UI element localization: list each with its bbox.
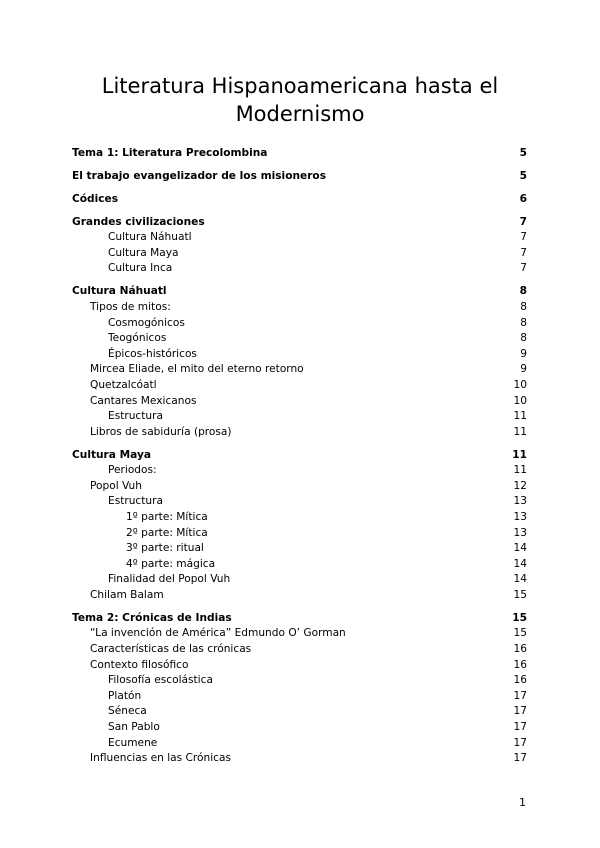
toc-entry-label: Cultura Maya — [72, 448, 152, 461]
toc-entry-page: 5 — [519, 147, 527, 159]
toc-entry-label: 1º parte: Mítica — [126, 510, 208, 523]
toc-section-entry[interactable] — [72, 169, 527, 185]
toc-entry[interactable] — [72, 751, 527, 767]
toc-entry-page: 8 — [520, 300, 527, 313]
toc-entry-label: Tipos de mitos: — [90, 300, 171, 313]
toc-entry[interactable] — [72, 347, 527, 363]
toc-entry-label: Tema 1: Literatura Precolombina — [72, 147, 268, 159]
toc-entry[interactable] — [72, 362, 527, 378]
toc-entry-label: Estructura — [108, 495, 163, 508]
toc-entry-label: 4º parte: mágica — [126, 557, 216, 570]
toc-section-entry[interactable] — [72, 448, 527, 464]
toc-entry[interactable] — [72, 572, 527, 588]
toc-entry-page: 7 — [520, 246, 527, 259]
toc-entry-page: 10 — [513, 394, 527, 407]
toc-entry-page: 7 — [520, 231, 527, 244]
toc-entry-page: 16 — [513, 658, 527, 671]
table-of-contents — [72, 146, 527, 767]
toc-section-entry[interactable] — [72, 284, 527, 300]
toc-entry[interactable] — [72, 720, 527, 736]
toc-entry-page: 11 — [513, 410, 527, 423]
toc-entry-label: Códices — [72, 192, 119, 205]
toc-entry-page: 17 — [513, 720, 527, 733]
toc-entry-page: 15 — [513, 627, 527, 640]
toc-entry-label: “La invención de América” Edmundo O’ Gorman — [90, 627, 346, 640]
toc-entry-label: Cantares Mexicanos — [90, 394, 197, 407]
toc-entry-label: Ecumene — [108, 736, 158, 749]
toc-entry-page: 15 — [512, 611, 527, 624]
toc-entry[interactable] — [72, 394, 527, 410]
toc-entry[interactable] — [72, 331, 527, 347]
toc-entry-page: 7 — [520, 262, 527, 275]
toc-entry-label: Cultura Maya — [108, 246, 179, 259]
toc-entry-page: 9 — [520, 363, 527, 376]
toc-entry-page: 16 — [513, 643, 527, 655]
toc-entry-page: 8 — [519, 285, 527, 298]
toc-entry-page: 11 — [513, 464, 527, 477]
toc-entry[interactable] — [72, 378, 527, 394]
toc-entry-label: Influencias en las Crónicas — [90, 752, 232, 765]
toc-entry[interactable] — [72, 510, 527, 526]
toc-entry-page: 12 — [513, 479, 527, 492]
toc-entry-page: 9 — [520, 347, 527, 360]
page-number: 1 — [519, 796, 526, 809]
toc-entry-label: Quetzalcóatl — [90, 378, 157, 391]
toc-entry-label: Periodos: — [108, 464, 157, 477]
toc-entry-label: Características de las crónicas — [90, 643, 252, 655]
toc-section-entry[interactable] — [72, 215, 527, 231]
toc-entry[interactable] — [72, 526, 527, 542]
toc-entry-page: 13 — [513, 526, 527, 539]
toc-entry-label: Grandes civilizaciones — [72, 215, 205, 228]
toc-entry[interactable] — [72, 704, 527, 720]
toc-entry-label: Libros de sabiduría (prosa) — [90, 425, 232, 438]
toc-entry-page: 17 — [513, 736, 527, 749]
toc-entry-label: 2º parte: Mítica — [126, 526, 208, 539]
toc-entry-page: 14 — [513, 557, 527, 570]
document-title — [0, 72, 600, 128]
toc-entry-label: Estructura — [108, 410, 163, 423]
toc-entry-label: Épicos-históricos — [108, 347, 197, 360]
toc-entry-page: 8 — [520, 332, 527, 345]
toc-entry-page: 16 — [513, 674, 527, 687]
toc-entry[interactable] — [72, 642, 527, 658]
toc-entry[interactable] — [72, 494, 527, 510]
toc-entry[interactable] — [72, 261, 527, 277]
toc-entry[interactable] — [72, 246, 527, 262]
toc-entry-page: 17 — [513, 705, 527, 718]
toc-entry[interactable] — [72, 316, 527, 332]
toc-entry-label: Cultura Náhuatl — [108, 231, 192, 244]
toc-entry[interactable] — [72, 463, 527, 479]
toc-entry-label: Teogónicos — [108, 332, 167, 345]
toc-entry-page: 11 — [512, 448, 527, 461]
toc-entry-page: 14 — [513, 573, 527, 586]
toc-entry[interactable] — [72, 736, 527, 752]
toc-entry-label: El trabajo evangelizador de los misioneros — [72, 169, 327, 182]
toc-entry-label: Platón — [108, 689, 142, 702]
toc-entry[interactable] — [72, 658, 527, 674]
title-line-1: Literatura Hispanoamericana hasta el — [101, 74, 499, 98]
toc-entry-label: Cultura Náhuatl — [72, 285, 167, 298]
toc-entry-label: 3º parte: ritual — [126, 542, 204, 555]
toc-entry[interactable] — [72, 409, 527, 425]
toc-entry-label: Filosofía escolástica — [108, 674, 213, 687]
toc-entry-page: 13 — [513, 495, 527, 508]
toc-entry-page: 6 — [519, 192, 527, 205]
toc-entry-page: 8 — [520, 316, 527, 329]
toc-entry-label: Popol Vuh — [90, 479, 142, 492]
toc-entry-page: 15 — [513, 588, 527, 601]
toc-entry-page: 13 — [513, 510, 527, 523]
toc-entry-label: Mircea Eliade, el mito del eterno retorno — [90, 363, 304, 376]
toc-entry-page: 10 — [513, 378, 527, 391]
title-line-2: Modernismo — [235, 102, 365, 126]
toc-entry-page: 7 — [519, 215, 527, 228]
toc-entry-page: 11 — [513, 425, 527, 438]
toc-entry[interactable] — [72, 626, 527, 642]
toc-entry[interactable] — [72, 557, 527, 573]
toc-entry-page: 17 — [513, 752, 527, 765]
toc-entry-label: Chilam Balam — [90, 588, 164, 601]
toc-entry-label: Finalidad del Popol Vuh — [108, 573, 231, 586]
toc-entry[interactable] — [72, 689, 527, 705]
toc-entry[interactable] — [72, 300, 527, 316]
toc-entry[interactable] — [72, 479, 527, 495]
toc-entry-label: Tema 2: Crónicas de Indias — [72, 611, 232, 624]
toc-section-entry[interactable] — [72, 611, 527, 627]
toc-entry-label: San Pablo — [108, 720, 160, 733]
toc-entry[interactable] — [72, 588, 527, 604]
toc-entry[interactable] — [72, 541, 527, 557]
toc-entry-page: 5 — [519, 169, 527, 182]
toc-section-entry[interactable] — [72, 146, 527, 162]
toc-entry-label: Séneca — [108, 705, 147, 718]
toc-entry-page: 14 — [513, 542, 527, 555]
toc-entry-page: 17 — [513, 689, 527, 702]
toc-entry[interactable] — [72, 230, 527, 246]
toc-section-entry[interactable] — [72, 192, 527, 208]
toc-entry[interactable] — [72, 673, 527, 689]
toc-entry-label: Cultura Inca — [108, 262, 173, 275]
toc-entry-label: Cosmogónicos — [108, 316, 185, 329]
toc-entry-label: Contexto filosófico — [90, 658, 189, 671]
toc-entry[interactable] — [72, 425, 527, 441]
